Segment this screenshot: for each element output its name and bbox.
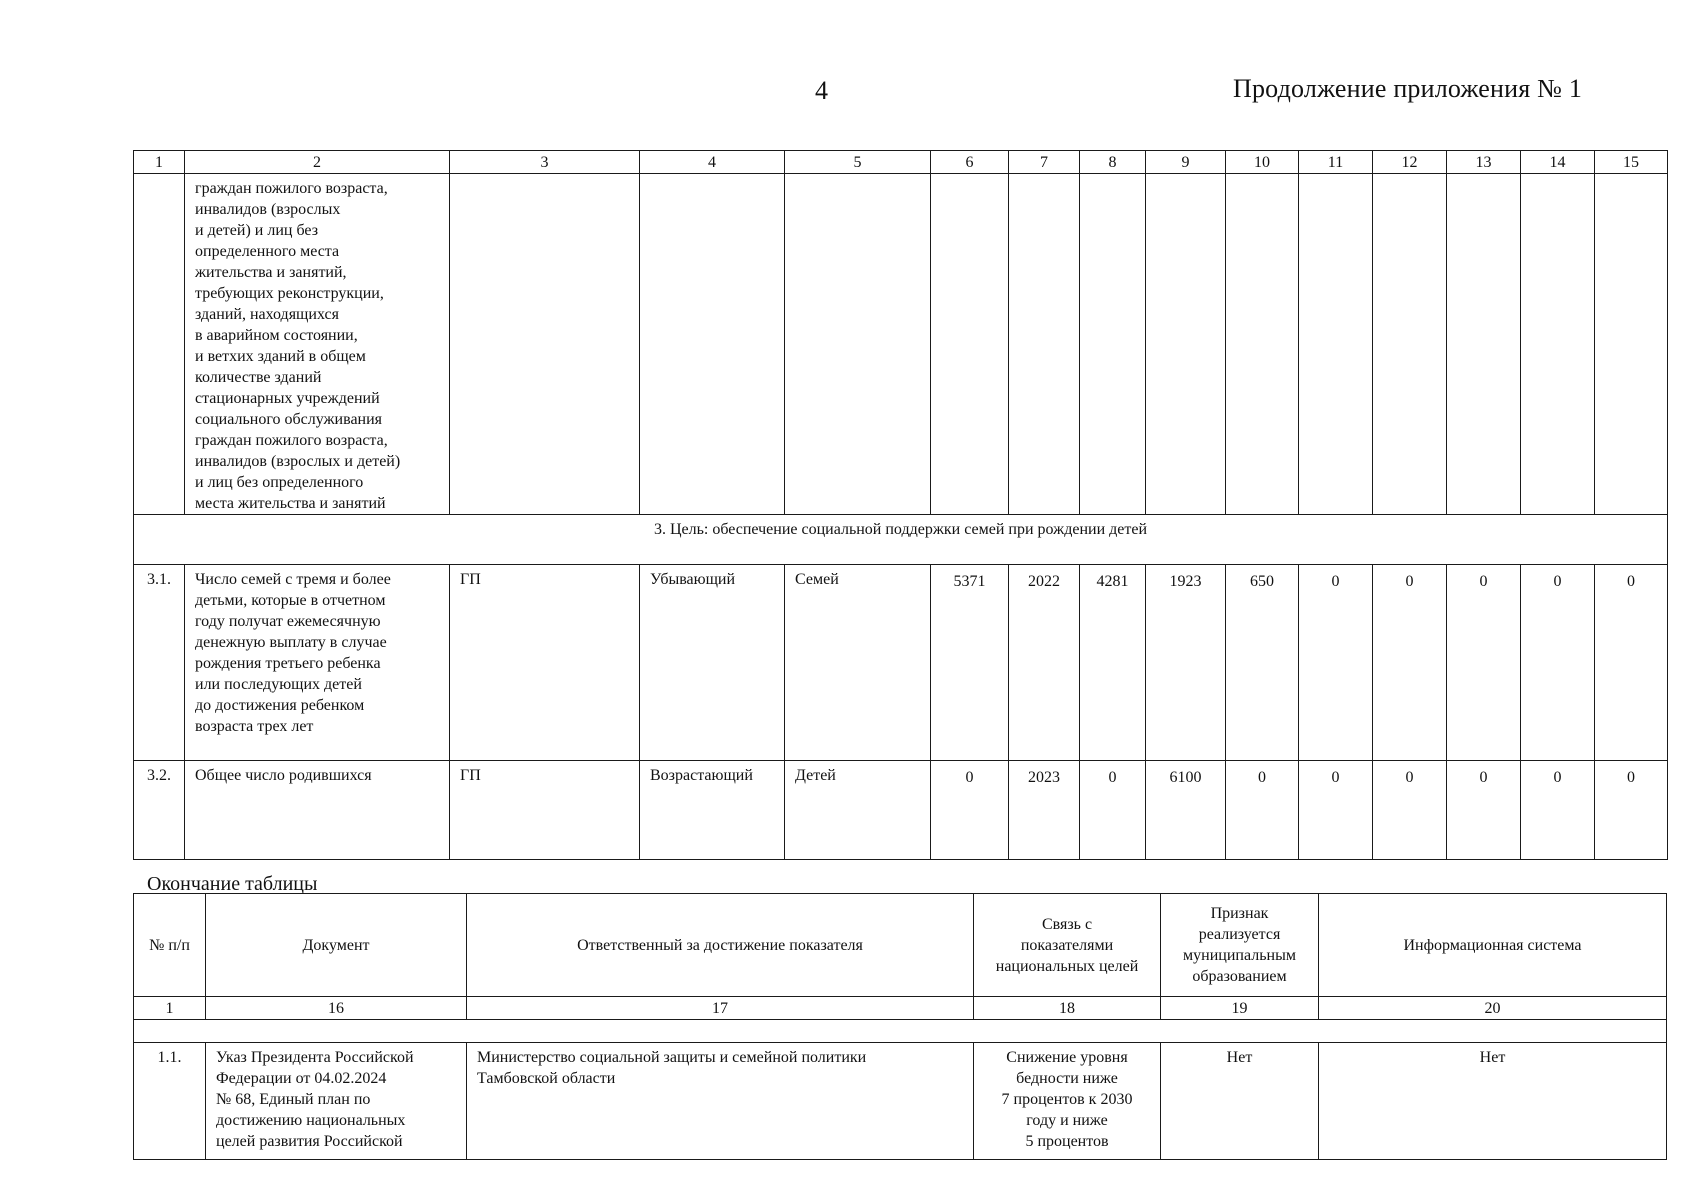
end-table-caption: Окончание таблицы — [147, 873, 318, 895]
col-num-5: 5 — [785, 151, 931, 174]
spacer-row — [134, 1020, 1667, 1043]
cell-col-9: 6100 — [1146, 761, 1226, 860]
indicator-level: ГП — [450, 565, 640, 761]
goal-row — [134, 515, 1668, 565]
indicator-trend: Возрастающий — [640, 761, 785, 860]
end-col-num-19: 19 — [1161, 997, 1319, 1020]
col-num-11: 11 — [1299, 151, 1373, 174]
cell-col-11: 0 — [1299, 761, 1373, 860]
header-document: Документ — [206, 894, 467, 997]
cell-col-14: 0 — [1521, 565, 1595, 761]
cell-col-9: 1923 — [1146, 565, 1226, 761]
col-num-8: 8 — [1080, 151, 1146, 174]
row-index: 1.1. — [134, 1043, 206, 1160]
indicator-trend: Убывающий — [640, 565, 785, 761]
col-num-10: 10 — [1226, 151, 1299, 174]
cell-col-6: 0 — [931, 761, 1009, 860]
header-info-system: Информационная система — [1319, 894, 1667, 997]
col-num-9: 9 — [1146, 151, 1226, 174]
cell-col-10: 650 — [1226, 565, 1299, 761]
continuation-title: Продолжение приложения № 1 — [1233, 74, 1583, 103]
table-row — [134, 1043, 1667, 1160]
col-num-7: 7 — [1009, 151, 1080, 174]
end-col-num-18: 18 — [974, 997, 1161, 1020]
header-municipal-flag: Признак реализуется муниципальным образованием — [1161, 894, 1319, 997]
indicator-unit: Семей — [785, 565, 931, 761]
cell-col-13: 0 — [1447, 565, 1521, 761]
col-num-12: 12 — [1373, 151, 1447, 174]
cell-col-14: 0 — [1521, 761, 1595, 860]
page-number: 4 — [815, 76, 828, 105]
cell-col-8: 4281 — [1080, 565, 1146, 761]
col-num-6: 6 — [931, 151, 1009, 174]
cell-col-13: 0 — [1447, 761, 1521, 860]
col-num-2: 2 — [185, 151, 450, 174]
indicator-name: Число семей с тремя и более детьми, которые в отчетном году получат ежемесячную денежную выплату в случае рождения третьего ребенка или последующих детей до достижения ребенком возраста трех лет — [185, 565, 450, 761]
municipal-flag-cell: Нет — [1161, 1043, 1319, 1160]
column-number-row — [134, 151, 1668, 174]
indicator-unit: Детей — [785, 761, 931, 860]
cell-col-12: 0 — [1373, 565, 1447, 761]
goal-heading: 3. Цель: обеспечение социальной поддержки семей при рождении детей — [134, 515, 1668, 565]
col-num-3: 3 — [450, 151, 640, 174]
header-responsible: Ответственный за достижение показателя — [467, 894, 974, 997]
header-num: № п/п — [134, 894, 206, 997]
cell-col-15: 0 — [1595, 761, 1668, 860]
info-system-cell: Нет — [1319, 1043, 1667, 1160]
row-index: 3.1. — [134, 565, 185, 761]
cell-col-11: 0 — [1299, 565, 1373, 761]
cell-col-12: 0 — [1373, 761, 1447, 860]
col-num-1: 1 — [134, 151, 185, 174]
table-row — [134, 565, 1668, 761]
end-table — [133, 893, 1667, 1160]
table-row — [134, 761, 1668, 860]
national-goals-link-cell: Снижение уровня бедности ниже 7 процентов к 2030 году и ниже 5 процентов — [974, 1043, 1161, 1160]
responsible-cell: Министерство социальной защиты и семейной политики Тамбовской области — [467, 1043, 974, 1160]
row-index: 3.2. — [134, 761, 185, 860]
col-num-14: 14 — [1521, 151, 1595, 174]
indicator-name: Общее число родившихся — [185, 761, 450, 860]
cell-col-10: 0 — [1226, 761, 1299, 860]
cell-col-6: 5371 — [931, 565, 1009, 761]
cell-col-15: 0 — [1595, 565, 1668, 761]
col-num-15: 15 — [1595, 151, 1668, 174]
cell-col-7: 2023 — [1009, 761, 1080, 860]
end-column-number-row — [134, 997, 1667, 1020]
document-cell: Указ Президента Российской Федерации от 04.02.2024 № 68, Единый план по достижению национальных целей развития Российской — [206, 1043, 467, 1160]
end-col-num-17: 17 — [467, 997, 974, 1020]
end-col-num-1: 1 — [134, 997, 206, 1020]
cell-col-7: 2022 — [1009, 565, 1080, 761]
col-num-4: 4 — [640, 151, 785, 174]
table-row-continued — [134, 174, 1668, 515]
indicator-name-continued: граждан пожилого возраста, инвалидов (взрослых и детей) и лиц без определенного места жительства и занятий, требующих реконструкции, зданий, находящихся в аварийном состоянии, и ветхих зданий в общем количестве зданий стационарных учреждений социального обслуживания граждан пожилого возраста, инвалидов (взрослых и детей) и лиц без определенного места жительства и занятий — [185, 174, 450, 515]
col-num-13: 13 — [1447, 151, 1521, 174]
end-col-num-20: 20 — [1319, 997, 1667, 1020]
indicators-table — [133, 150, 1668, 860]
header-national-goals-link: Связь с показателями национальных целей — [974, 894, 1161, 997]
cell-col-8: 0 — [1080, 761, 1146, 860]
end-table-header — [134, 894, 1667, 997]
indicator-level: ГП — [450, 761, 640, 860]
end-col-num-16: 16 — [206, 997, 467, 1020]
